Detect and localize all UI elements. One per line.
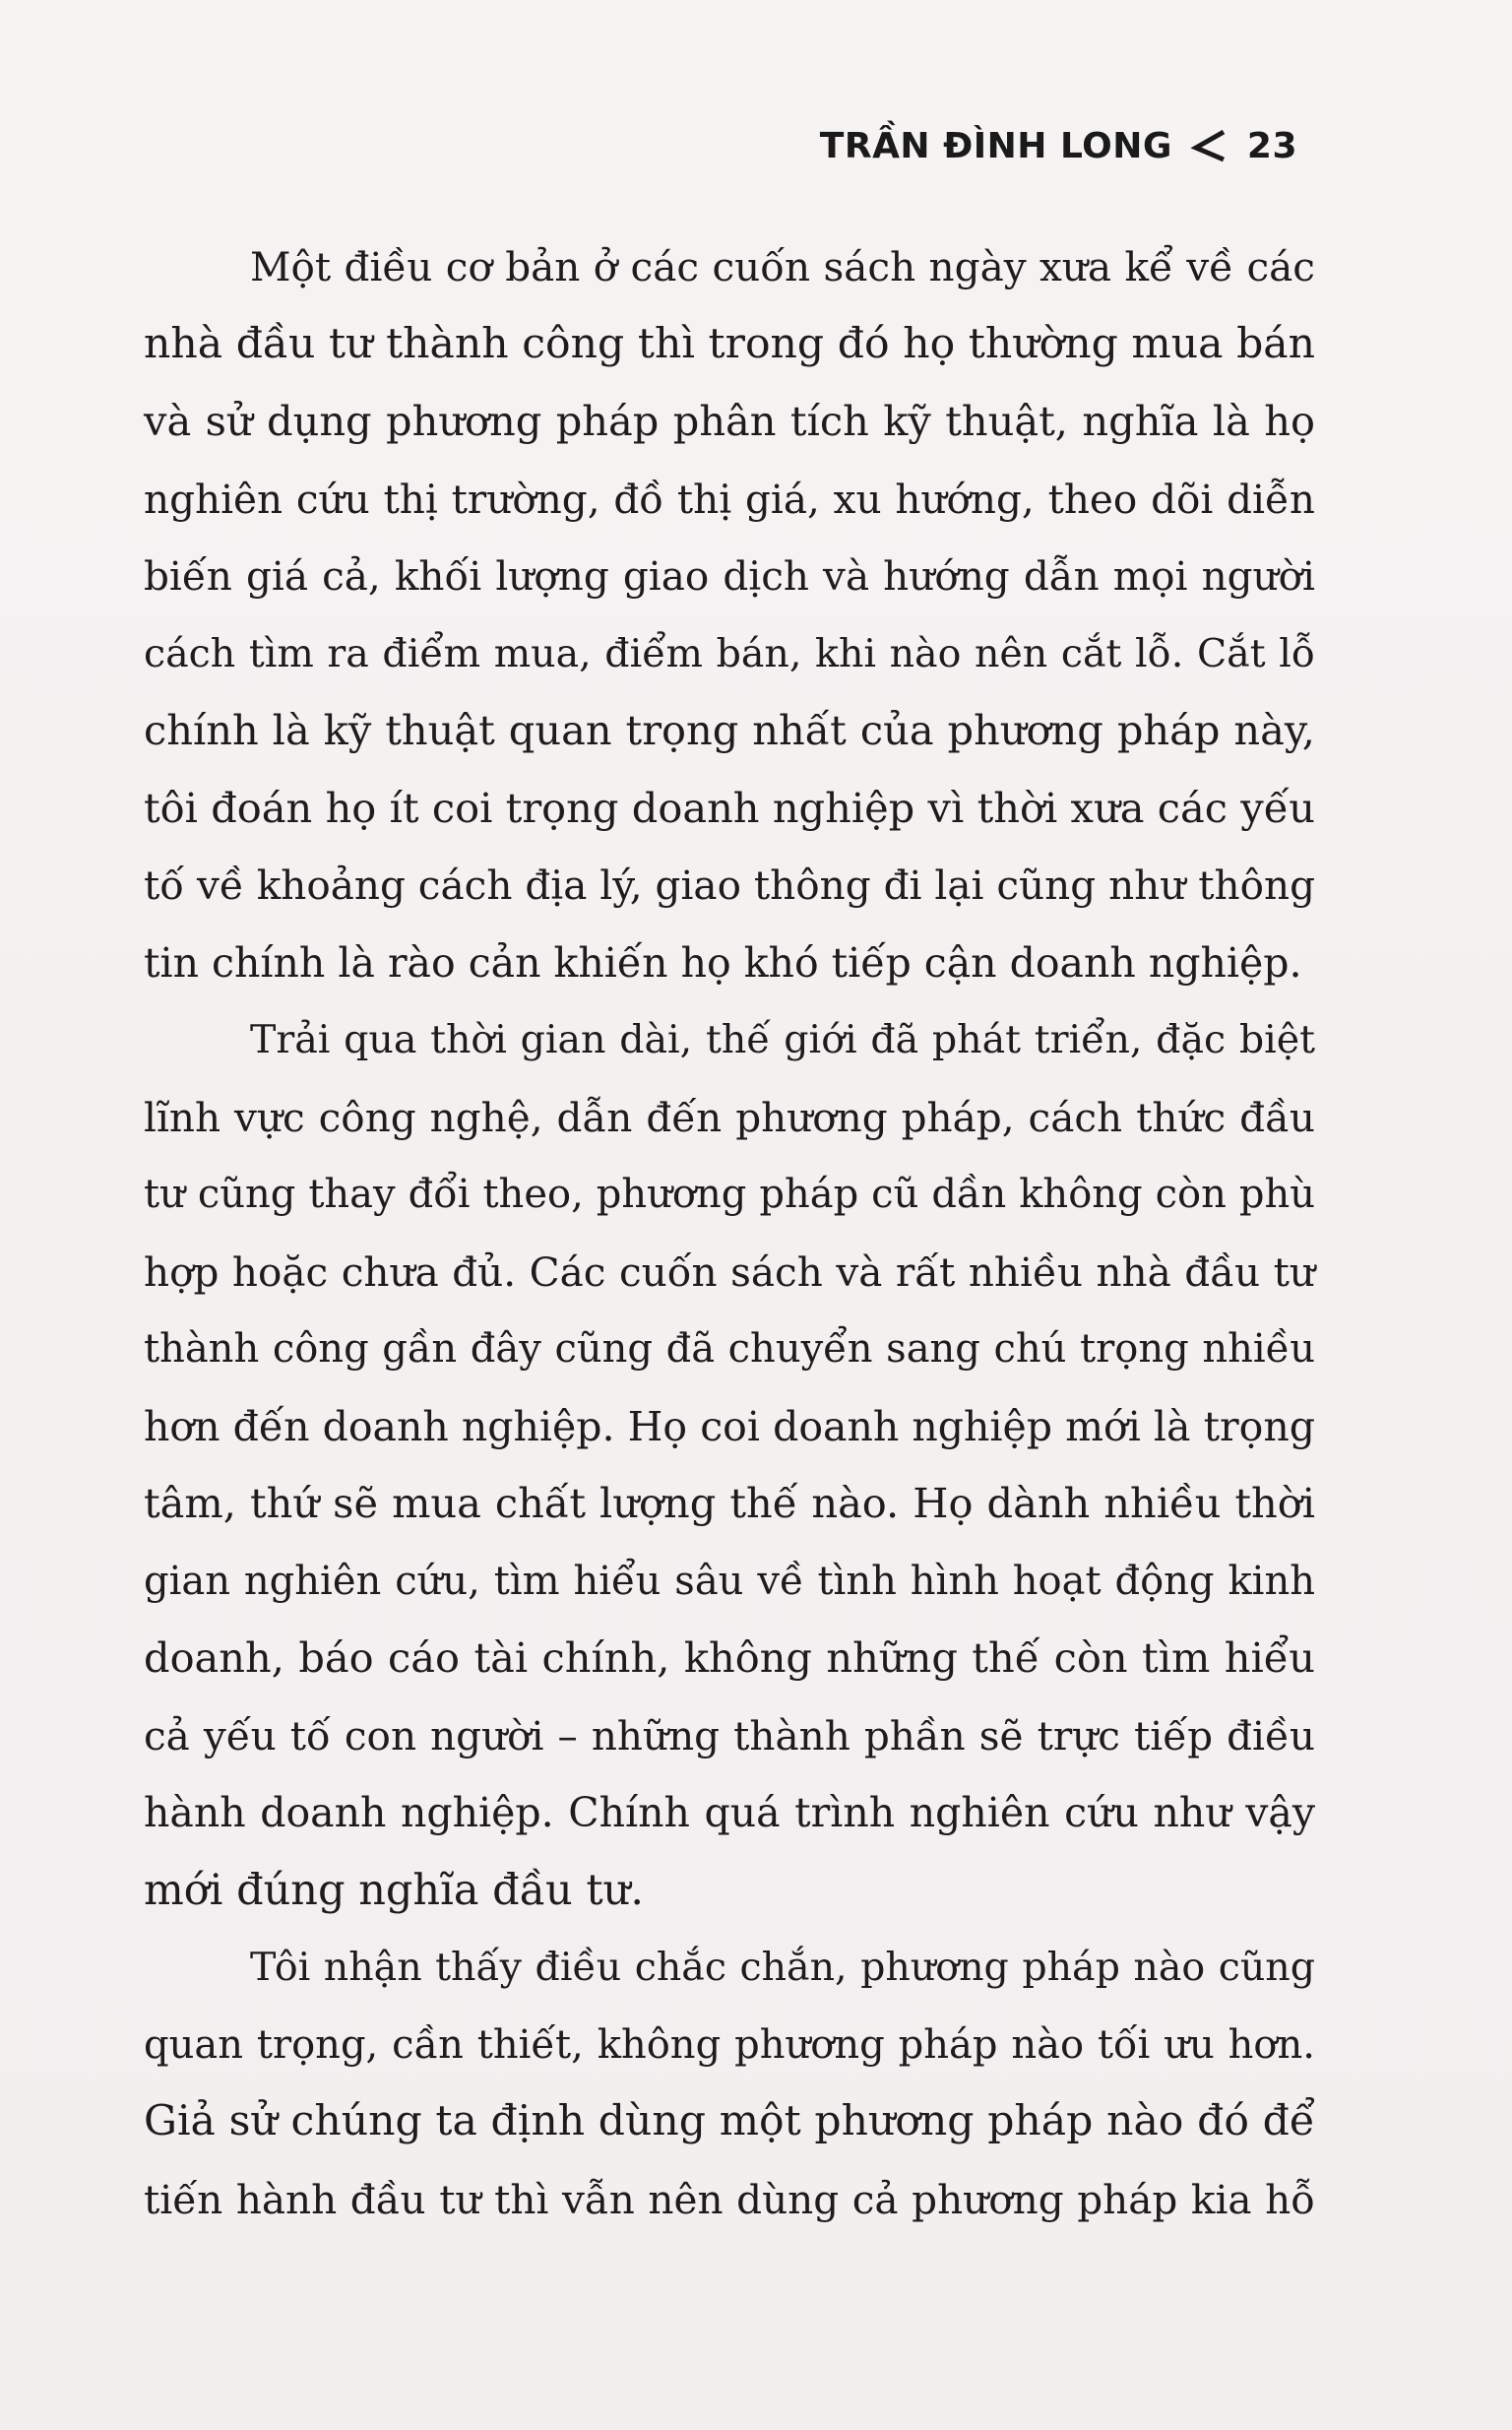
text-line: quan trọng, cần thiết, không phương pháp nào tối ưu hơn.: [144, 2021, 1315, 2068]
text-line: hơn đến doanh nghiệp. Họ coi doanh nghiệp mới là trọng: [144, 1402, 1315, 1450]
text-line: tin chính là rào cản khiến họ khó tiếp cận doanh nghiệp.: [144, 938, 1302, 987]
text-line: tôi đoán họ ít coi trọng doanh nghiệp vì thời xưa các yếu: [144, 783, 1315, 832]
text-line: tâm, thứ sẽ mua chất lượng thế nào. Họ dành nhiều thời: [144, 1479, 1315, 1527]
text-line: mới đúng nghĩa đầu tư.: [144, 1865, 645, 1915]
text-line: tố về khoảng cách địa lý, giao thông đi lại cũng như thông: [144, 862, 1315, 909]
text-line: doanh, báo cáo tài chính, không những thế còn tìm hiểu: [144, 1633, 1315, 1682]
body-text: [144, 228, 1315, 2238]
text-line: Trải qua thời gian dài, thế giới đã phát triển, đặc biệt: [250, 1017, 1315, 1062]
text-line: gian nghiên cứu, tìm hiểu sâu về tình hình hoạt động kinh: [144, 1558, 1315, 1604]
chevron-left-icon: [1190, 126, 1229, 165]
text-line: Giả sử chúng ta định dùng một phương pháp nào đó để: [144, 2097, 1315, 2145]
text-line: Một điều cơ bản ở các cuốn sách ngày xưa kể về các: [250, 243, 1315, 290]
text-line: chính là kỹ thuật quan trọng nhất của phương pháp này,: [144, 706, 1315, 754]
text-line: hợp hoặc chưa đủ. Các cuốn sách và rất nhiều nhà đầu tư: [144, 1247, 1315, 1296]
paragraph-2: [144, 1001, 1315, 1929]
text-line: tư cũng thay đổi theo, phương pháp cũ dần không còn phù: [144, 1172, 1315, 1217]
text-line: hành doanh nghiệp. Chính quá trình nghiên cứu như vậy: [144, 1789, 1315, 1836]
text-line: nhà đầu tư thành công thì trong đó họ thường mua bán: [144, 319, 1315, 368]
running-header: [820, 120, 1297, 171]
text-line: và sử dụng phương pháp phân tích kỹ thuật, nghĩa là họ: [144, 397, 1315, 445]
text-line: tiến hành đầu tư thì vẫn nên dùng cả phương pháp kia hỗ: [144, 2175, 1315, 2223]
text-line: lĩnh vực công nghệ, dẫn đến phương pháp, cách thức đầu: [144, 1093, 1315, 1141]
paragraph-1: [144, 228, 1315, 1001]
page-number: 23: [1246, 125, 1297, 166]
text-line: thành công gần đây cũng đã chuyển sang chú trọng nhiều: [144, 1326, 1315, 1372]
text-line: cách tìm ra điểm mua, điểm bán, khi nào nên cắt lỗ. Cắt lỗ: [144, 630, 1315, 676]
paragraph-3: [144, 1929, 1315, 2238]
author-name: TRẦN ĐÌNH LONG: [819, 125, 1172, 166]
text-line: nghiên cứu thị trường, đồ thị giá, xu hướng, theo dõi diễn: [144, 475, 1315, 523]
text-line: cả yếu tố con người – những thành phần sẽ trực tiếp điều: [144, 1711, 1315, 1759]
text-line: Tôi nhận thấy điều chắc chắn, phương pháp nào cũng: [250, 1945, 1315, 1990]
text-line: biến giá cả, khối lượng giao dịch và hướng dẫn mọi người: [144, 552, 1315, 600]
